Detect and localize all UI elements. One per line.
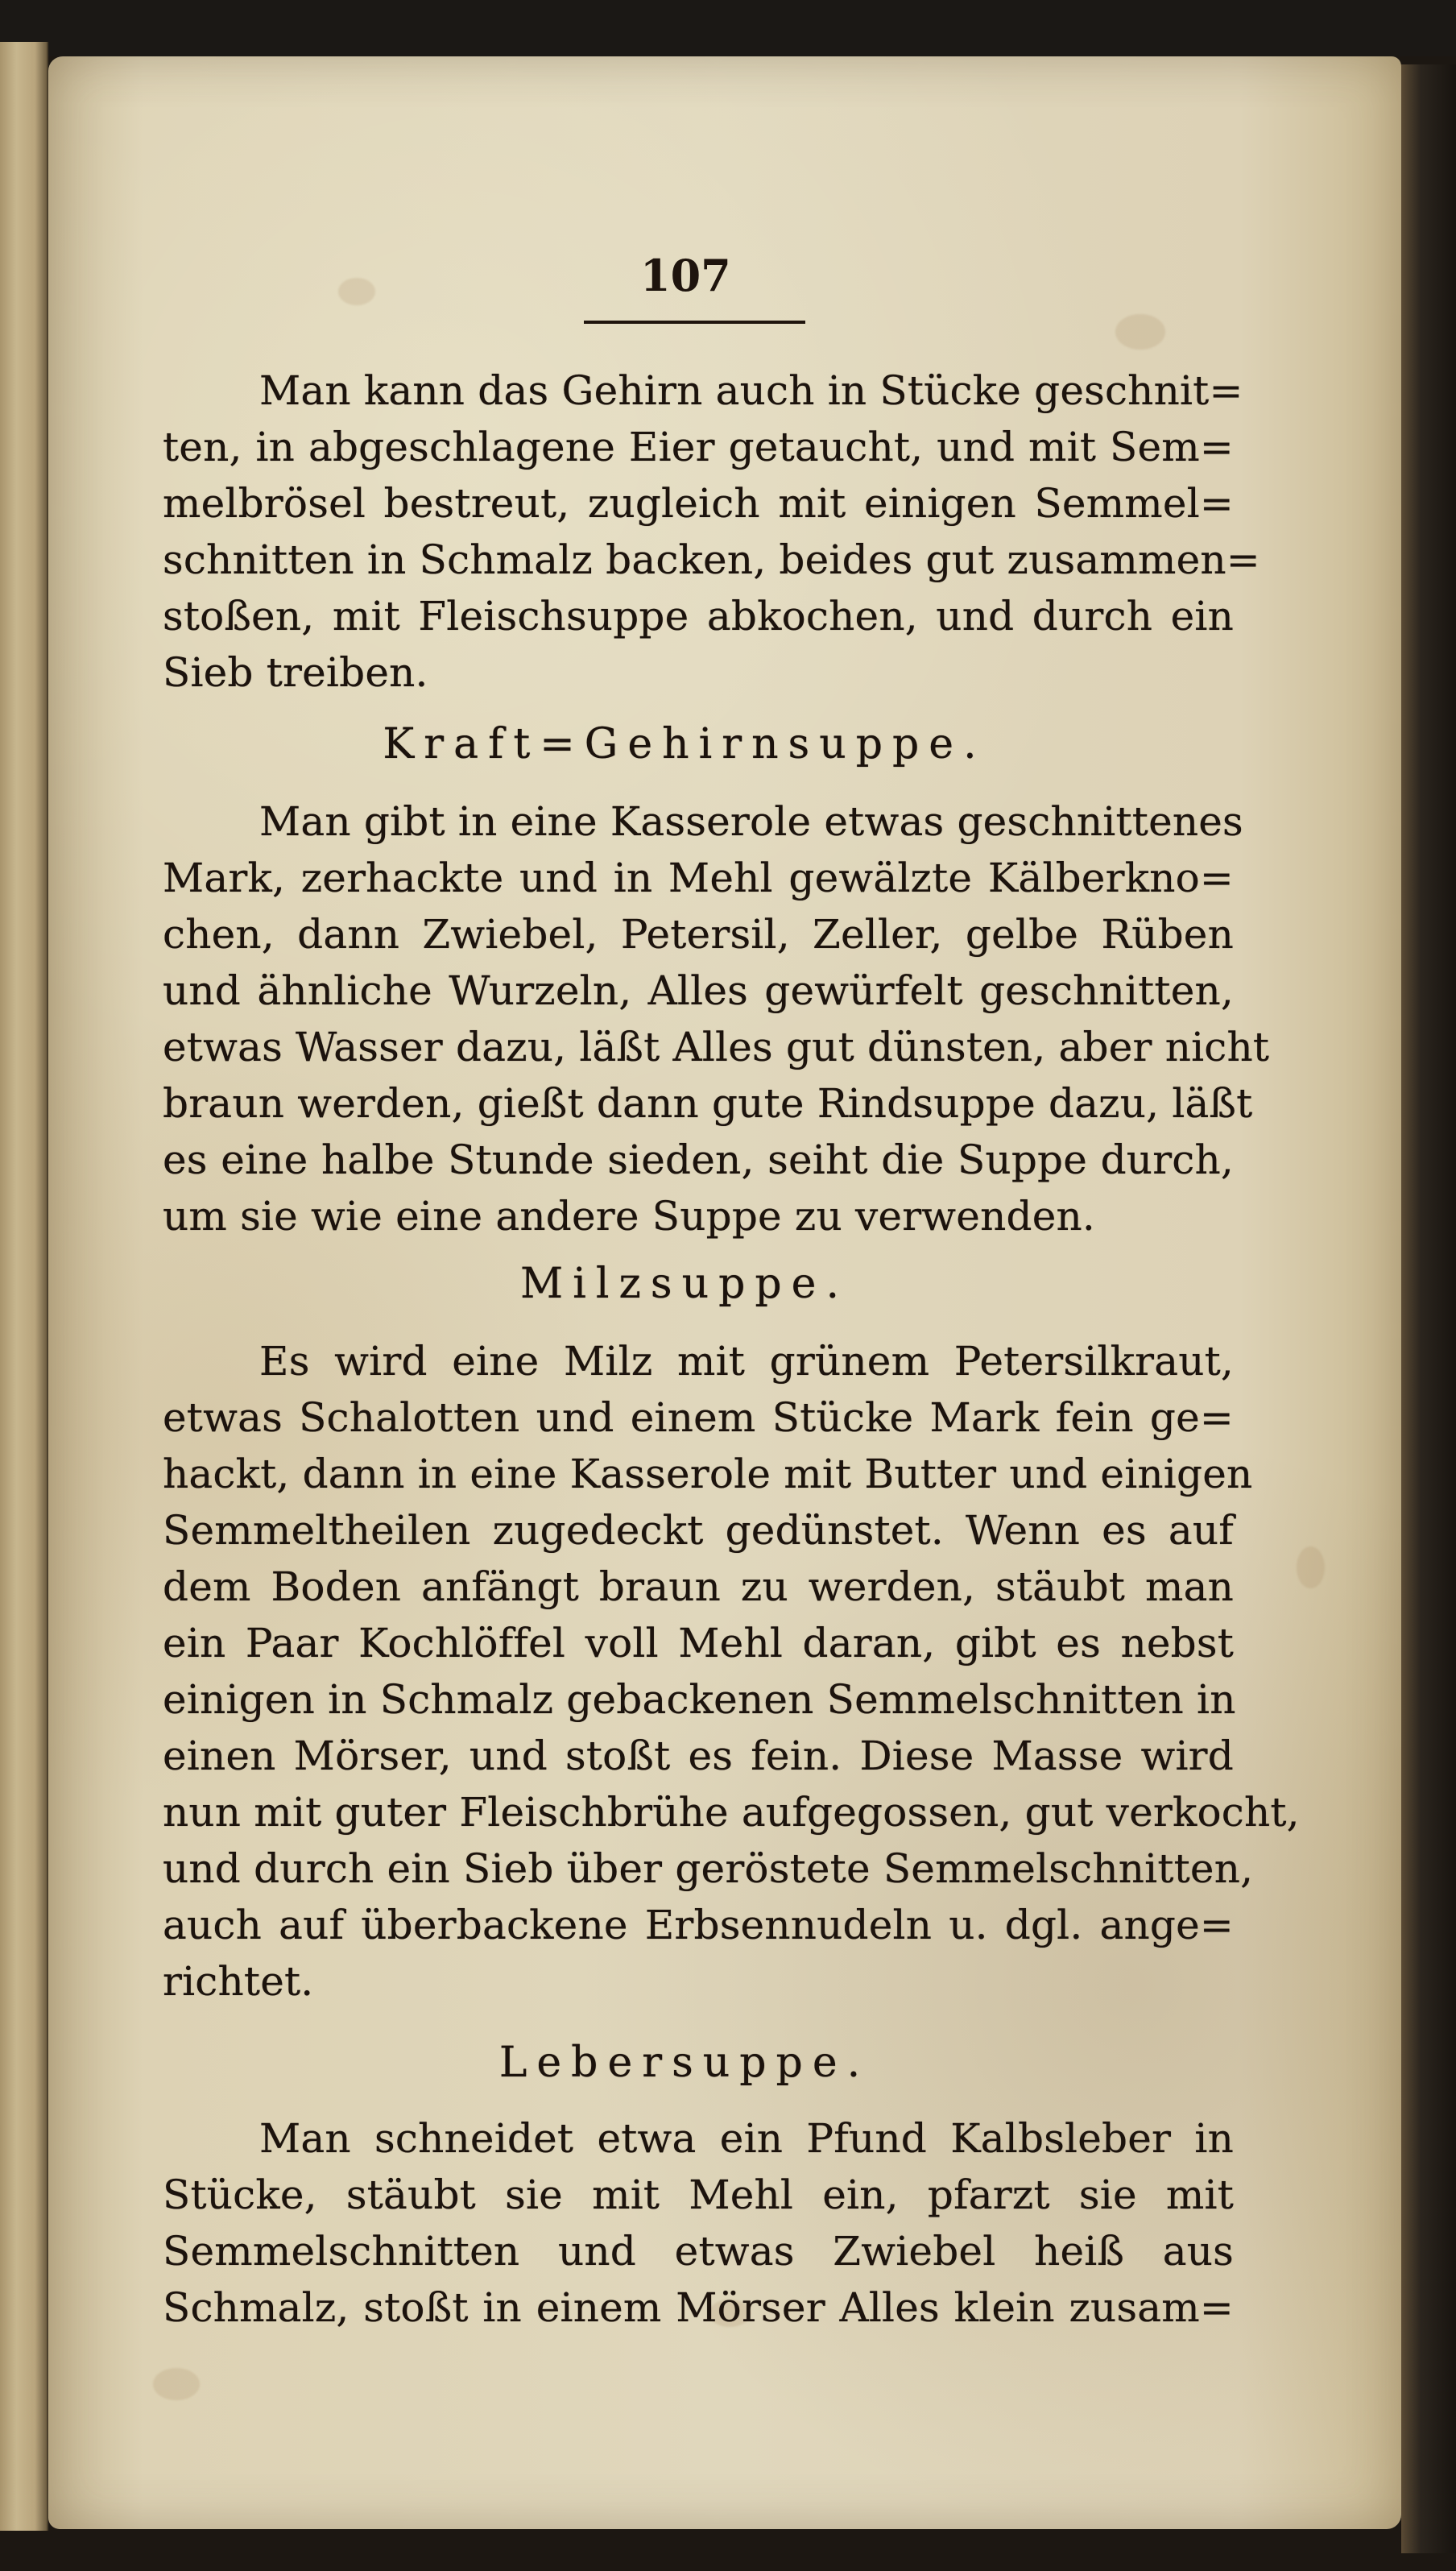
paragraph-line: auch auf überbackene Erbsennudeln u. dgl. ange=	[163, 1902, 1234, 1948]
paragraph-line: schnitten in Schmalz backen, beides gut zusammen=	[163, 536, 1260, 583]
paragraph-line: einen Mörser, und stoßt es fein. Diese Masse wird	[163, 1733, 1234, 1779]
paragraph-line: melbrösel bestreut, zugleich mit einigen Semmel=	[163, 480, 1234, 527]
paragraph-line: stoßen, mit Fleischsuppe abkochen, und durch ein	[163, 593, 1234, 640]
paragraph-line: dem Boden anfängt braun zu werden, stäubt man	[163, 1563, 1234, 1610]
paper-stain	[153, 2368, 200, 2400]
paragraph-line: und durch ein Sieb über geröstete Semmelschnitten,	[163, 1845, 1254, 1892]
paragraph-line: Man schneidet etwa ein Pfund Kalbsleber in	[259, 2115, 1234, 2162]
paragraph-line: um sie wie eine andere Suppe zu verwenden.	[163, 1193, 1095, 1240]
page-number-rule	[584, 321, 805, 324]
right-page-shadow	[1401, 64, 1456, 2553]
paper-stain	[338, 278, 375, 305]
paragraph-line: etwas Wasser dazu, läßt Alles gut dünsten, aber nicht	[163, 1024, 1270, 1070]
top-shadow	[0, 0, 1456, 56]
recipe-heading-milzsuppe: Milzsuppe.	[520, 1260, 849, 1308]
previous-page-edge	[0, 42, 48, 2531]
paragraph-line: und ähnliche Wurzeln, Alles gewürfelt geschnitten,	[163, 967, 1234, 1014]
paper-stain	[1297, 1546, 1325, 1588]
paragraph-line: Schmalz, stoßt in einem Mörser Alles klein zusam=	[163, 2284, 1234, 2331]
paragraph-line: Man kann das Gehirn auch in Stücke geschnit=	[259, 367, 1243, 414]
paragraph-line: Mark, zerhackte und in Mehl gewälzte Kälberkno=	[163, 855, 1234, 901]
paragraph-line: Semmelschnitten und etwas Zwiebel heiß aus	[163, 2228, 1234, 2275]
recipe-heading-lebersuppe: Lebersuppe.	[498, 2039, 871, 2087]
paragraph-line: ten, in abgeschlagene Eier getaucht, und mit Sem=	[163, 424, 1234, 470]
paragraph-line: Man gibt in eine Kasserole etwas geschnittenes	[259, 798, 1243, 845]
paragraph-line: Sieb treiben.	[163, 649, 428, 696]
paragraph-line: ein Paar Kochlöffel voll Mehl daran, gibt es nebst	[163, 1620, 1234, 1666]
paragraph-line: hackt, dann in eine Kasserole mit Butter und einigen	[163, 1451, 1253, 1497]
paragraph-line: einigen in Schmalz gebackenen Semmelschnitten in	[163, 1676, 1236, 1723]
page-number: 107	[640, 250, 731, 301]
paragraph-line: braun werden, gießt dann gute Rindsuppe dazu, läßt	[163, 1080, 1253, 1127]
book-page	[48, 56, 1401, 2529]
recipe-heading-kraft-gehirnsuppe: Kraft=Gehirnsuppe.	[383, 720, 987, 768]
paragraph-line: richtet.	[163, 1958, 314, 2005]
paragraph-line: Semmeltheilen zugedeckt gedünstet. Wenn es auf	[163, 1507, 1234, 1554]
paragraph-line: Es wird eine Milz mit grünem Petersilkraut,	[259, 1338, 1234, 1385]
paragraph-line: chen, dann Zwiebel, Petersil, Zeller, gelbe Rüben	[163, 911, 1234, 958]
paper-stain	[1115, 314, 1165, 350]
paragraph-line: es eine halbe Stunde sieden, seiht die Suppe durch,	[163, 1136, 1234, 1183]
paragraph-line: etwas Schalotten und einem Stücke Mark fein ge=	[163, 1394, 1234, 1441]
paragraph-line: nun mit guter Fleischbrühe aufgegossen, gut verkocht,	[163, 1789, 1300, 1836]
paragraph-line: Stücke, stäubt sie mit Mehl ein, pfarzt sie mit	[163, 2171, 1234, 2218]
